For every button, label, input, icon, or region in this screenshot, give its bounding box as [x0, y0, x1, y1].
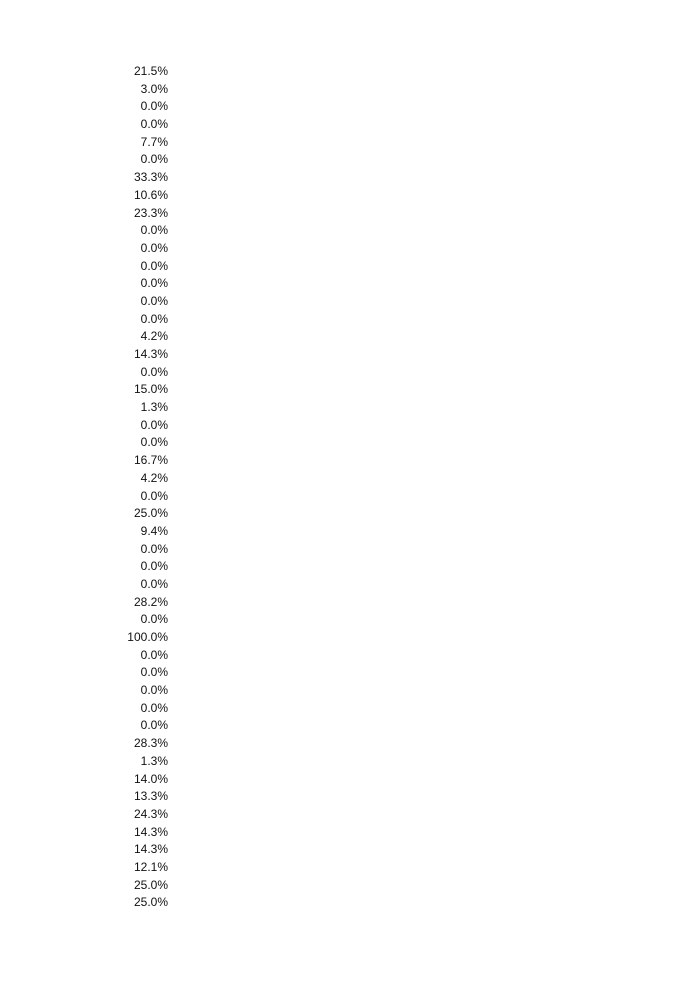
percentage-cell: 0.0%	[140, 576, 168, 591]
percentage-column	[100, 63, 168, 912]
percentage-cell: 14.3%	[133, 824, 168, 839]
percentage-cell: 15.0%	[133, 382, 168, 397]
percentage-cell: 0.0%	[140, 293, 168, 308]
percentage-cell: 28.3%	[133, 736, 168, 751]
percentage-cell: 0.0%	[140, 223, 168, 238]
percentage-cell: 13.3%	[133, 789, 168, 804]
percentage-cell: 7.7%	[140, 134, 168, 149]
percentage-cell: 0.0%	[140, 364, 168, 379]
percentage-cell: 0.0%	[140, 311, 168, 326]
percentage-cell: 28.2%	[133, 594, 168, 609]
percentage-cell: 0.0%	[140, 665, 168, 680]
percentage-cell: 0.0%	[140, 258, 168, 273]
percentage-cell: 0.0%	[140, 152, 168, 167]
percentage-cell: 0.0%	[140, 683, 168, 698]
percentage-cell: 9.4%	[140, 523, 168, 538]
percentage-cell: 23.3%	[133, 205, 168, 220]
percentage-cell: 0.0%	[140, 435, 168, 450]
percentage-cell: 4.2%	[140, 329, 168, 344]
percentage-cell: 0.0%	[140, 559, 168, 574]
percentage-cell: 33.3%	[133, 170, 168, 185]
percentage-cell: 4.2%	[140, 470, 168, 485]
percentage-cell: 100.0%	[127, 630, 168, 644]
percentage-cell: 25.0%	[133, 895, 168, 910]
percentage-cell: 0.0%	[140, 117, 168, 132]
percentage-cell: 3.0%	[140, 81, 168, 96]
percentage-cell: 0.0%	[140, 99, 168, 114]
percentage-cell: 0.0%	[140, 718, 168, 733]
percentage-cell: 12.1%	[133, 859, 168, 874]
percentage-cell: 14.0%	[133, 771, 168, 786]
percentage-cell: 1.3%	[140, 753, 168, 768]
percentage-cell: 0.0%	[140, 488, 168, 503]
percentage-cell: 25.0%	[133, 877, 168, 892]
percentage-cell: 0.0%	[140, 240, 168, 255]
percentage-cell: 14.3%	[133, 842, 168, 857]
percentage-cell: 0.0%	[140, 700, 168, 715]
percentage-cell: 16.7%	[133, 453, 168, 468]
percentage-cell: 1.3%	[140, 400, 168, 415]
percentage-cell: 0.0%	[140, 541, 168, 556]
percentage-cell: 0.0%	[140, 276, 168, 291]
percentage-cell: 24.3%	[133, 806, 168, 821]
percentage-cell: 10.6%	[133, 187, 168, 202]
percentage-cell: 21.5%	[133, 64, 168, 78]
percentage-cell: 0.0%	[140, 612, 168, 627]
percentage-cell: 0.0%	[140, 417, 168, 432]
percentage-cell: 0.0%	[140, 647, 168, 662]
percentage-cell: 25.0%	[133, 506, 168, 521]
percentage-cell: 14.3%	[133, 347, 168, 361]
